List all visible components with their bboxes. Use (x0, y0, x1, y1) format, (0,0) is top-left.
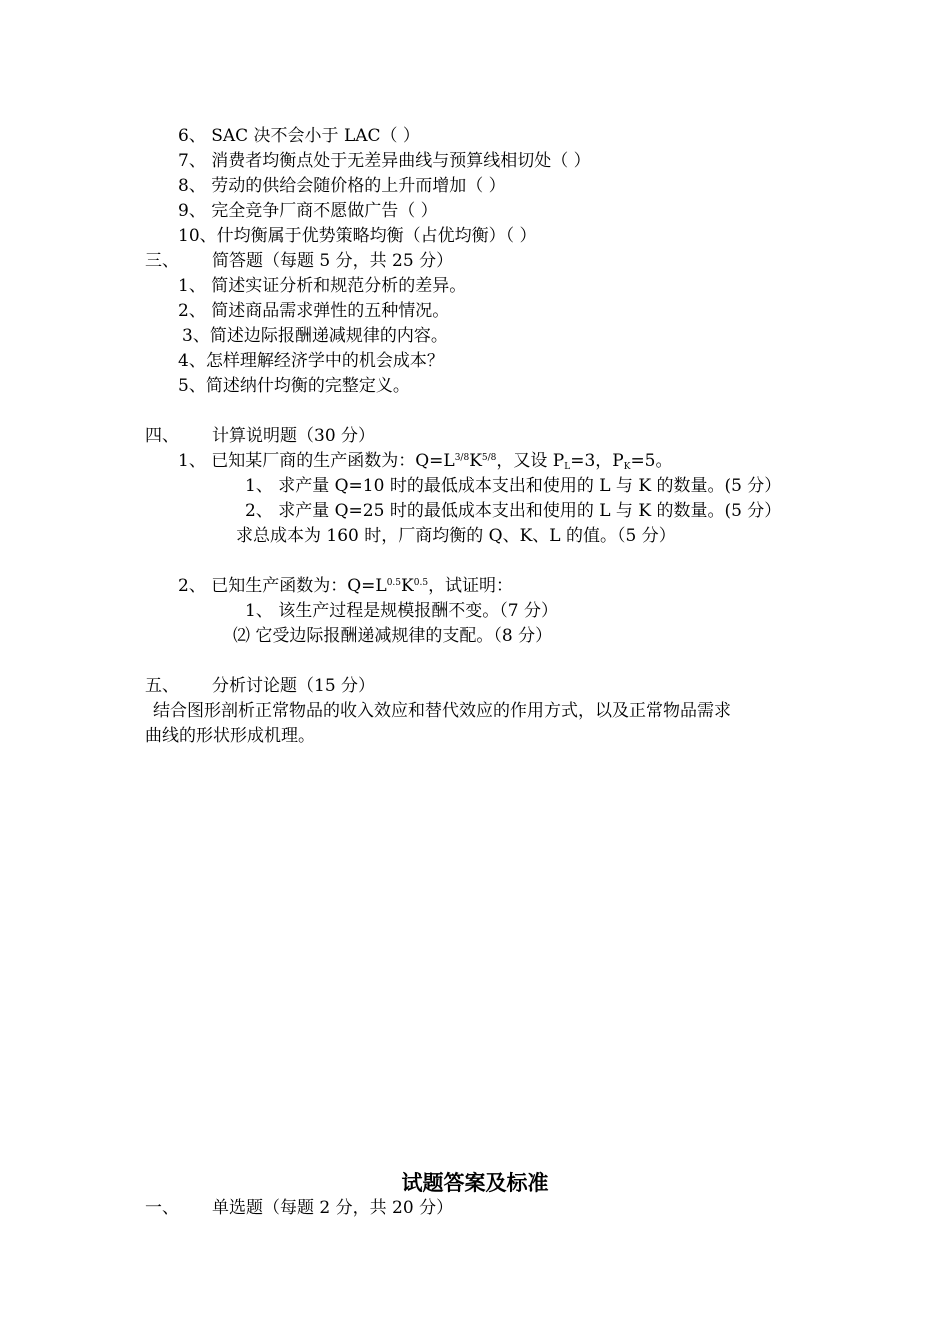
question-1 (178, 450, 673, 472)
section3-title: 简答题（每题 5 分，共 25 分） (212, 251, 454, 271)
section3-item-1: 1、 简述实证分析和规范分析的差异。 (178, 276, 467, 296)
question-2-exponent-l: 0.5 (386, 578, 402, 588)
tf-item-6: 6、 SAC 决不会小于 LAC（ ） (178, 126, 420, 146)
question-2-end: ，试证明： (428, 576, 514, 596)
question-1-end: =5。 (630, 451, 673, 471)
section5-text-line-1: 结合图形剖析正常物品的收入效应和替代效应的作用方式，以及正常物品需求 (153, 701, 731, 721)
question-2-part-2: ⑵ 它受边际报酬递减规律的支配。（8 分） (233, 626, 553, 646)
question-2-label: 2、 已知生产函数为：Q=L (178, 576, 387, 596)
answers-section1-number: 一、 (145, 1198, 179, 1218)
question-1-label: 1、 已知某厂商的生产函数为：Q=L (178, 451, 455, 471)
question-2 (178, 575, 513, 597)
question-1-exponent-k: 5/8 (481, 453, 497, 463)
section5-text-line-2: 曲线的形状形成机理。 (145, 726, 315, 746)
section3-item-5: 5、简述纳什均衡的完整定义。 (178, 376, 410, 396)
answers-title: 试题答案及标准 (401, 1171, 549, 1195)
question-2-part-1: 1、 该生产过程是规模报酬不变。（7 分） (245, 601, 558, 621)
question-1-k: K (469, 451, 482, 471)
question-2-exponent-k: 0.5 (413, 578, 429, 588)
tf-item-10: 10、什均衡属于优势策略均衡（占优均衡）（ ） (178, 226, 537, 246)
tf-item-7: 7、 消费者均衡点处于无差异曲线与预算线相切处（ ） (178, 151, 591, 171)
section3-item-3: 3、简述边际报酬递减规律的内容。 (182, 326, 448, 346)
tf-item-9: 9、 完全竞争厂商不愿做广告（ ） (178, 201, 438, 221)
section3-item-4: 4、怎样理解经济学中的机会成本？ (178, 351, 444, 371)
section3-number: 三、 (145, 251, 179, 271)
question-2-k: K (401, 576, 414, 596)
section4-title: 计算说明题（30 分） (212, 426, 376, 446)
question-1-mid: ，又设 P (496, 451, 565, 471)
question-1-part-3: 求总成本为 160 时，厂商均衡的 Q、K、L 的值。（5 分） (236, 526, 676, 546)
section5-title: 分析讨论题（15 分） (212, 676, 376, 696)
question-1-sub-l: L (564, 462, 571, 472)
question-1-mid2: =3，P (570, 451, 624, 471)
answers-section1-title: 单选题（每题 2 分，共 20 分） (212, 1198, 454, 1218)
question-1-sub-k: K (623, 462, 631, 472)
question-1-exponent-l: 3/8 (454, 453, 470, 463)
section4-number: 四、 (145, 426, 179, 446)
tf-item-8: 8、 劳动的供给会随价格的上升而增加（ ） (178, 176, 506, 196)
section3-item-2: 2、 简述商品需求弹性的五种情况。 (178, 301, 450, 321)
question-1-part-2: 2、 求产量 Q=25 时的最低成本支出和使用的 L 与 K 的数量。(5 分） (245, 501, 782, 521)
section5-number: 五、 (145, 676, 179, 696)
question-1-part-1: 1、 求产量 Q=10 时的最低成本支出和使用的 L 与 K 的数量。(5 分） (245, 476, 782, 496)
